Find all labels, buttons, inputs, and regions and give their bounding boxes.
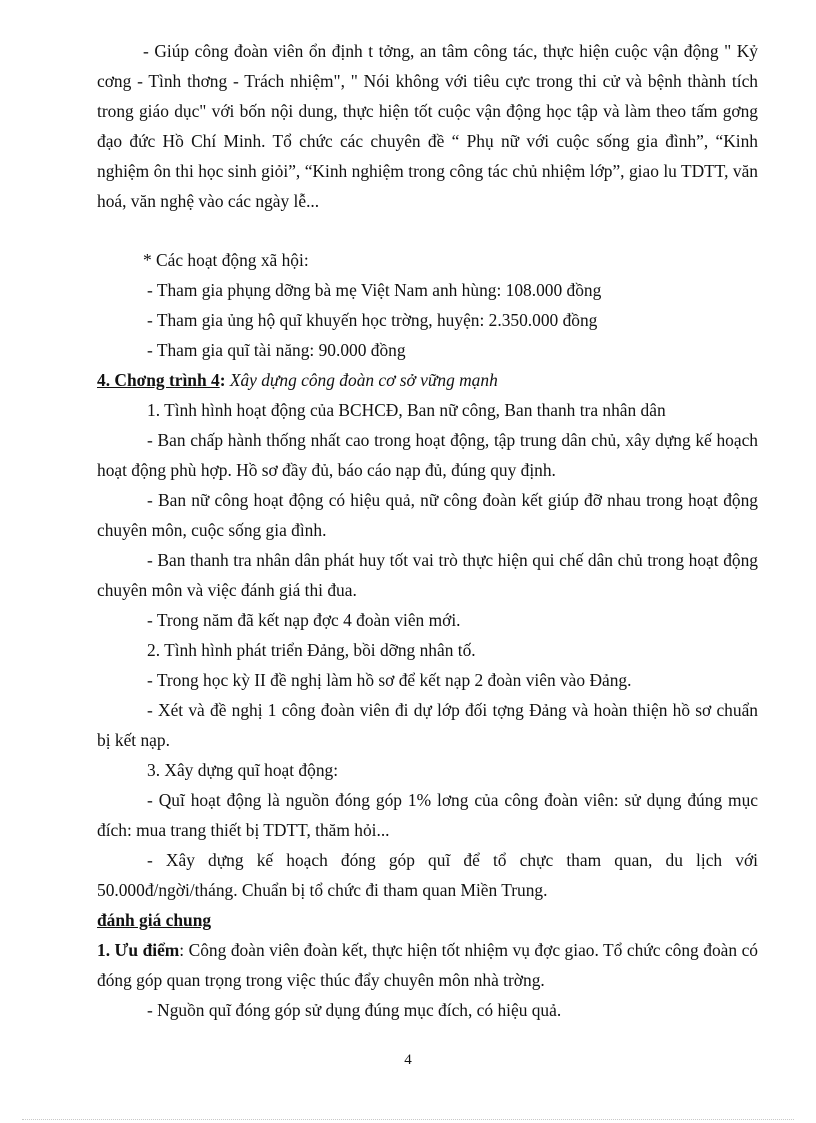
social-item: - Tham gia quĩ tài năng: 90.000 đồng [147, 340, 406, 360]
social-item: - Tham gia phụng dỡng bà mẹ Việt Nam anh hùng: 108.000 đồng [147, 280, 602, 300]
program-4-paragraph: - Trong học kỳ II đề nghị làm hồ sơ để kết nạp 2 đoàn viên vào Đảng. [147, 670, 632, 690]
fund-usage-line: - Nguồn quĩ đóng góp sử dụng đúng mục đích, có hiệu quả. [147, 1000, 562, 1020]
program-4-paragraph: - Xây dựng kế hoạch đóng góp quĩ để tổ chực tham quan, du lịch với 50.000đ/ngời/tháng. Chuẩn bị tổ chức đi tham quan Miền Trung. [97, 850, 758, 900]
program-4-paragraph: - Quĩ hoạt động là nguồn đóng góp 1% lơng của công đoàn viên: sử dụng đúng mục đích: mua trang thiết bị TDTT, thăm hỏi... [97, 790, 758, 840]
bottom-dotted-rule [22, 1119, 794, 1120]
program-4-heading [97, 365, 758, 395]
program-4-paragraph: 1. Tình hình hoạt động của BCHCĐ, Ban nữ công, Ban thanh tra nhân dân [147, 400, 666, 420]
paragraph-gap [97, 216, 758, 245]
social-item: - Tham gia ủng hộ quĩ khuyến học trờng, huyện: 2.350.000 đồng [147, 310, 598, 330]
document-page [97, 36, 758, 1025]
strengths-text: : Công đoàn viên đoàn kết, thực hiện tốt nhiệm vụ đợc giao. Tổ chức công đoàn có đóng góp quan trọng trong việc thúc đẩy chuyên môn nhà trờng. [97, 940, 758, 990]
program-4-paragraph: - Xét và đề nghị 1 công đoàn viên đi dự lớp đối tợng Đảng và hoàn thiện hồ sơ chuẩn bị kết nạp. [97, 700, 758, 750]
program-4-paragraph: - Ban thanh tra nhân dân phát huy tốt vai trò thực hiện qui chế dân chủ trong hoạt động chuyên môn và việc đánh giá thi đua. [97, 550, 758, 600]
program-4-paragraph: - Ban chấp hành thống nhất cao trong hoạt động, tập trung dân chủ, xây dựng kế hoạch hoạt động phù hợp. Hồ sơ đầy đủ, báo cáo nạp đủ, đúng quy định. [97, 430, 758, 480]
strengths-label: 1. Ưu điểm [97, 940, 180, 960]
program-4-paragraph: 3. Xây dựng quĩ hoạt động: [147, 760, 339, 780]
intro-paragraph: - Giúp công đoàn viên ổn định t tởng, an tâm công tác, thực hiện cuộc vận động " Kỷ cơng - Tình thơng - Trách nhiệm", " Nói không với tiêu cực trong thi cử và bệnh thành tích trong giáo dục" với bốn nội dung, thực hiện tốt cuộc vận động học tập và làm theo tấm gơng đạo đức Hồ Chí Minh. Tổ chức các chuyên đề “ Phụ nữ với cuộc sống gia đình”, “Kinh nghiệm ôn thi học sinh giỏi”, “Kinh nghiệm trong công tác chủ nhiệm lớp”, giao lu TDTT, văn hoá, văn nghệ vào các ngày lễ... [97, 41, 758, 211]
program-4-subtitle: Xây dựng công đoàn cơ sở vững mạnh [229, 370, 498, 390]
program-4-label: 4. Chơng trình 4 [97, 370, 220, 390]
program-4-paragraph: - Trong năm đã kết nạp đợc 4 đoàn viên mới. [147, 610, 461, 630]
program-4-colon: : [219, 370, 230, 390]
summary-title: đánh giá chung [97, 910, 212, 930]
page-number: 4 [404, 1052, 412, 1068]
social-activities-title: * Các hoạt động xã hội: [143, 250, 309, 270]
strengths-paragraph [97, 935, 758, 995]
program-4-paragraph: 2. Tình hình phát triển Đảng, bồi dỡng nhân tố. [147, 640, 476, 660]
program-4-paragraph: - Ban nữ công hoạt động có hiệu quả, nữ công đoàn kết giúp đỡ nhau trong hoạt động chuyên môn, cuộc sống gia đình. [97, 490, 758, 540]
